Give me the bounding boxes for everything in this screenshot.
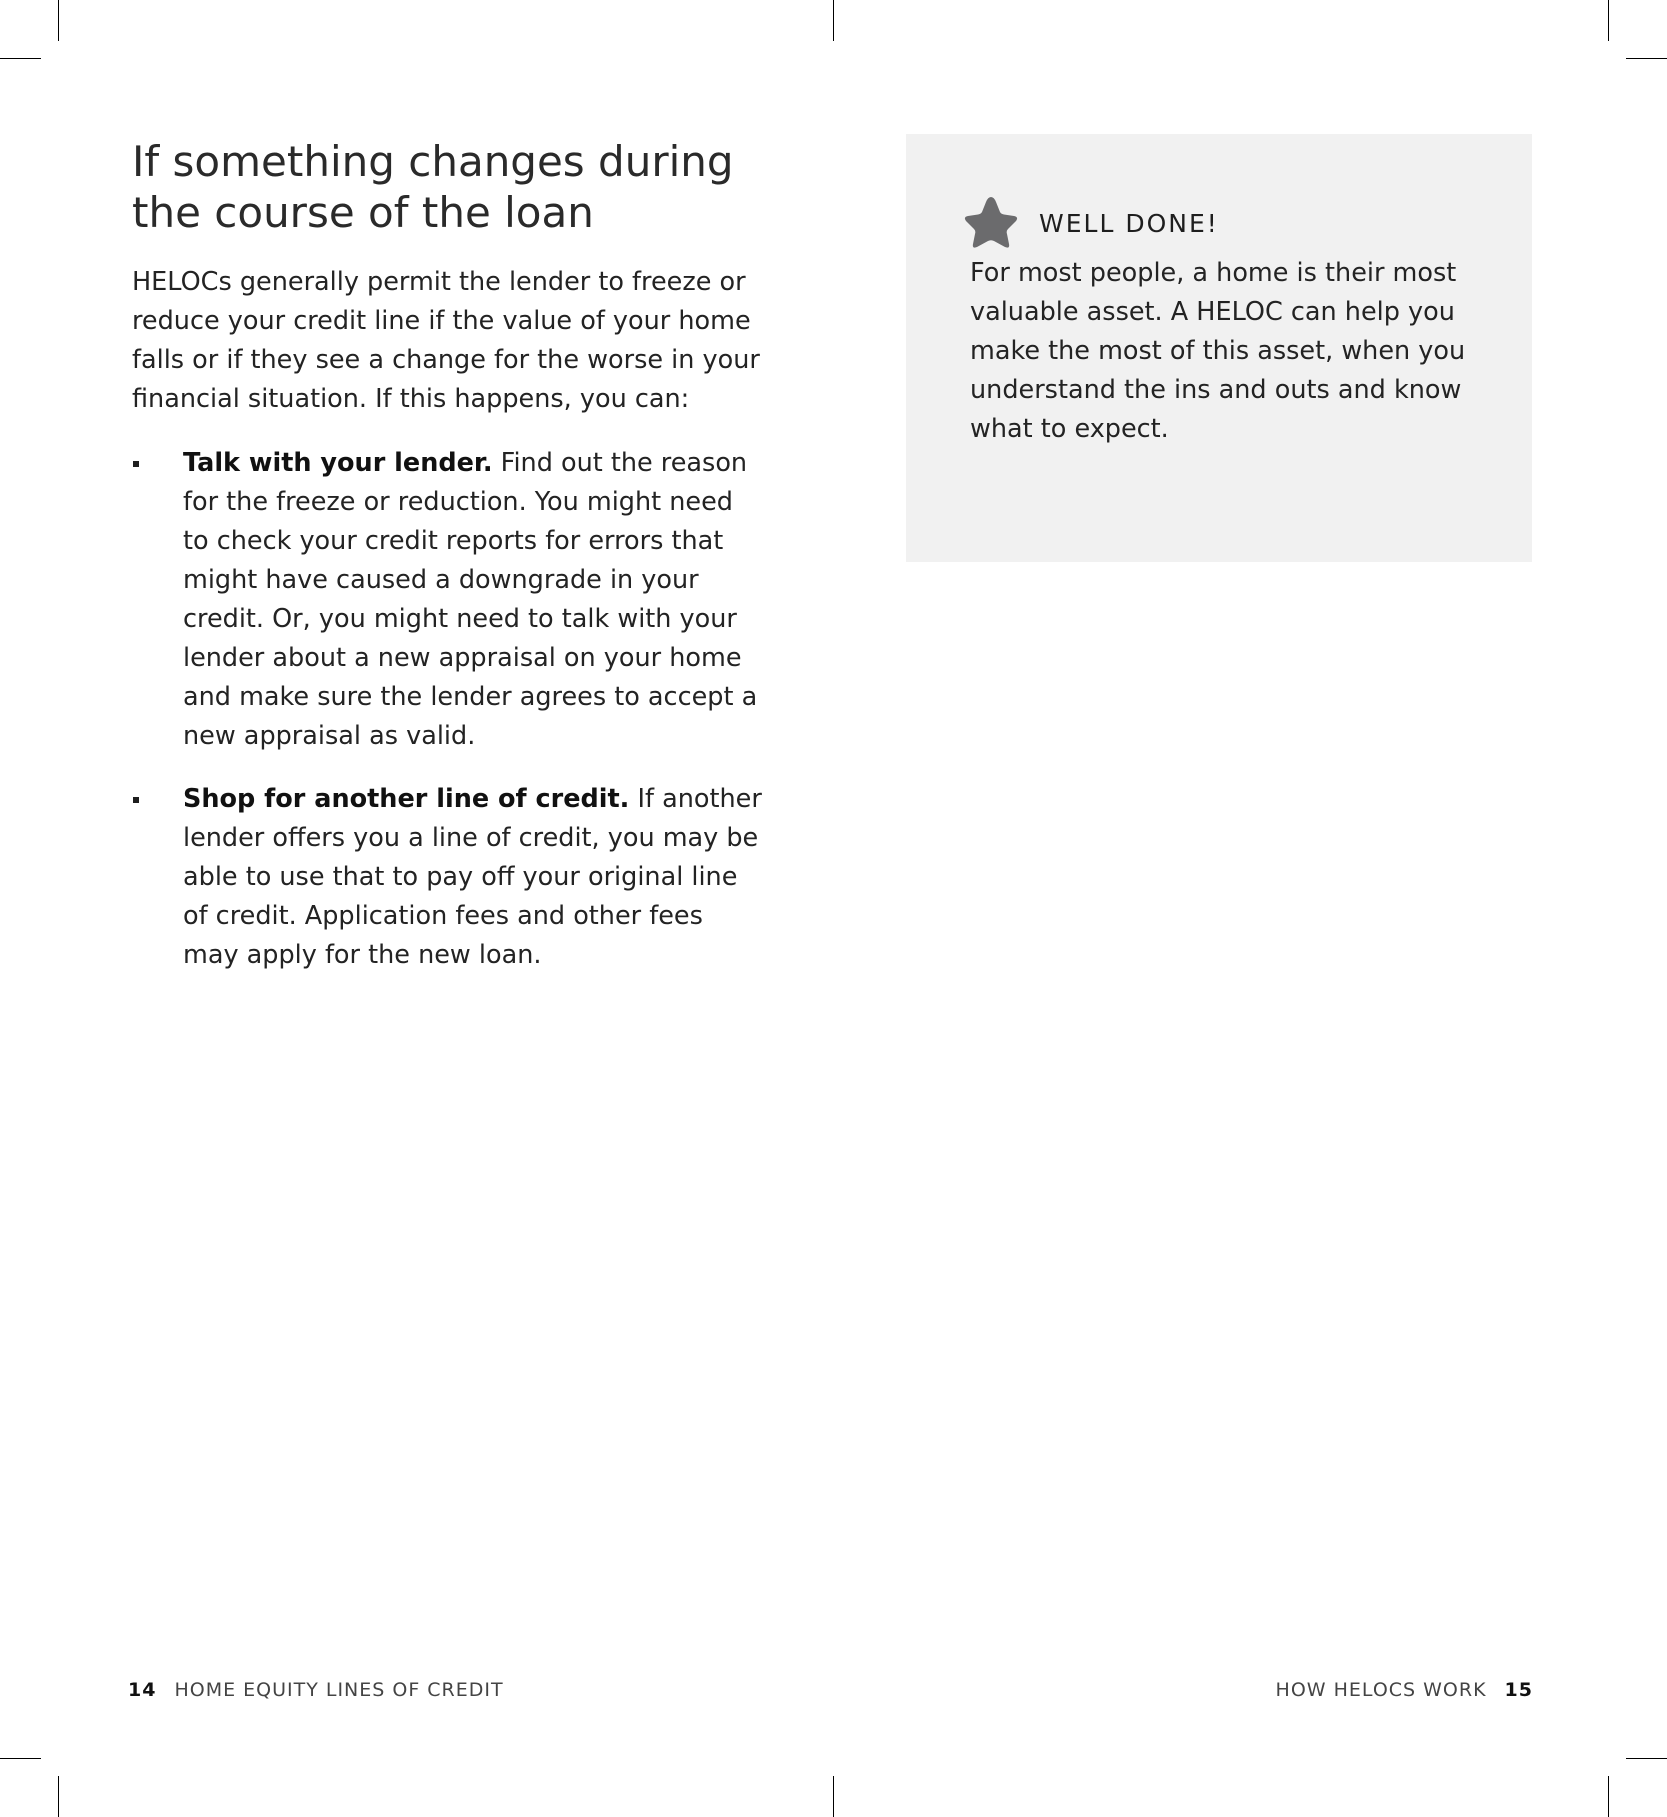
crop-mark — [833, 1776, 834, 1817]
list-item — [132, 780, 762, 975]
callout-label: WELL DONE! — [1039, 209, 1219, 238]
crop-mark — [833, 0, 834, 41]
section-heading: If something changes during the course of the loan — [132, 137, 734, 237]
intro-paragraph: HELOCs generally permit the lender to freeze or reduce your credit line if the value of your home falls or if they see a change for the worse in your financial situation. If this happens, you can: — [132, 267, 760, 414]
crop-mark — [58, 1776, 59, 1817]
crop-mark — [1626, 1758, 1667, 1759]
bullet-title: Shop for another line of credit. — [183, 784, 630, 814]
crop-mark — [58, 0, 59, 41]
bullet-title: Talk with your lender. — [183, 448, 493, 478]
page-number: 14 — [128, 1679, 157, 1701]
running-title: HOW HELOCS WORK — [1275, 1679, 1487, 1701]
crop-mark — [0, 1758, 41, 1759]
bullet-text: Find out the reason for the freeze or reduction. You might need to check your credit reports for errors that might have caused a downgrade in your credit. Or, you might need to talk with your lender about a new appraisal on your home and make sure the lender agrees to accept a new appraisal as valid. — [183, 448, 758, 751]
crop-mark — [1608, 1776, 1609, 1817]
bullet-text: If another lender offers you a line of credit, you may be able to use that to pay off your original line of credit. Application fees and other fees may apply for the new loan. — [183, 784, 762, 970]
bullet-square-icon — [133, 797, 139, 803]
bullet-square-icon — [133, 461, 139, 467]
crop-mark — [1626, 58, 1667, 59]
crop-mark — [0, 58, 41, 59]
running-title: HOME EQUITY LINES OF CREDIT — [174, 1679, 504, 1701]
footer-left — [128, 1679, 504, 1701]
list-item — [132, 444, 762, 756]
star-icon — [962, 194, 1020, 250]
footer-right — [1276, 1679, 1533, 1701]
crop-mark — [1608, 0, 1609, 41]
callout-body: For most people, a home is their most valuable asset. A HELOC can help you make the most of this asset, when you understand the ins and outs and know what to expect. — [970, 258, 1466, 444]
bullet-list — [132, 444, 762, 999]
page-number: 15 — [1504, 1679, 1533, 1701]
well-done-callout — [906, 134, 1532, 562]
